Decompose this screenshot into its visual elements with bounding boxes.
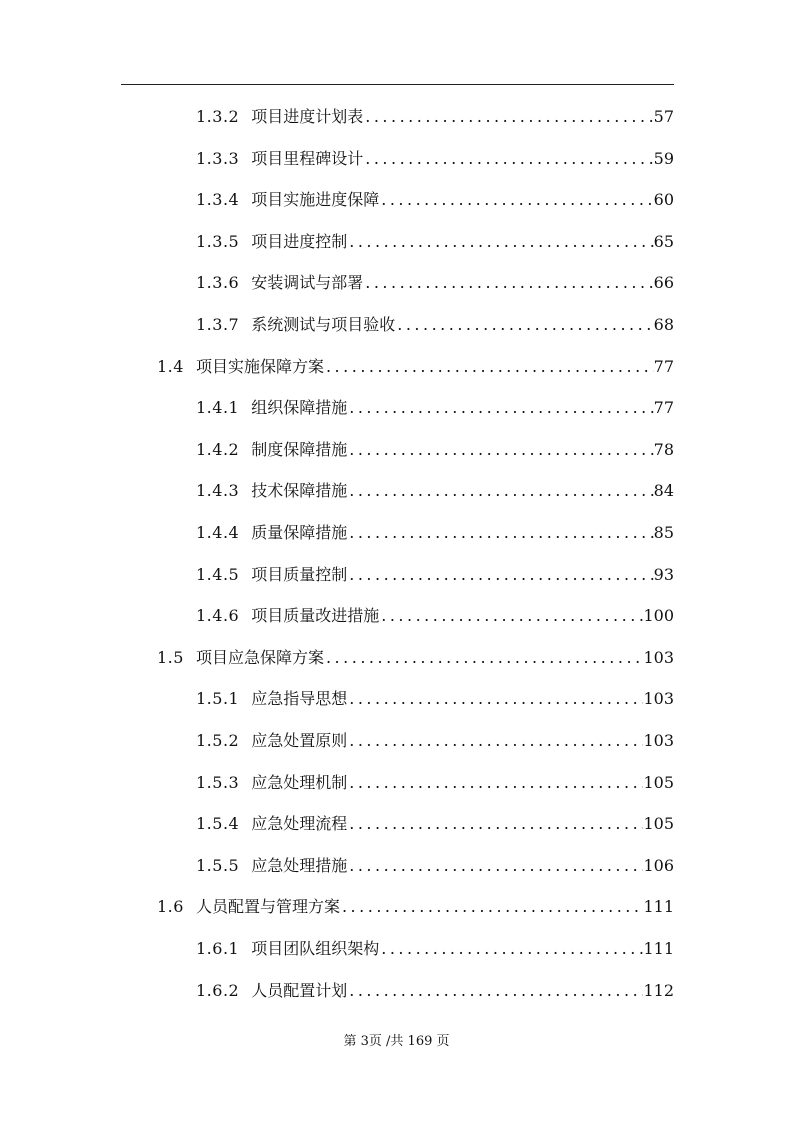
toc-entry-number: 1.4.1	[196, 398, 240, 418]
toc-entry-number: 1.5.1	[196, 689, 240, 709]
toc-entry-title: 组织保障措施	[251, 398, 348, 418]
toc-entry-title: 项目质量改进措施	[251, 606, 380, 626]
toc-entry-page-number: 77	[653, 398, 674, 418]
toc-entry[interactable]	[196, 179, 674, 221]
toc-entry[interactable]	[196, 96, 674, 138]
toc-entry[interactable]	[157, 886, 674, 928]
toc-entry-title: 应急处理措施	[251, 855, 348, 875]
toc-entry-number: 1.5.4	[196, 814, 240, 834]
toc-dot-leader	[347, 512, 653, 554]
toc-dot-leader	[347, 762, 643, 804]
toc-entry-number: 1.3.3	[196, 148, 240, 168]
toc-dot-leader	[324, 346, 654, 388]
toc-entry-title: 项目实施进度保障	[251, 190, 380, 210]
toc-entry[interactable]	[157, 346, 674, 388]
toc-entry-number: 1.4.2	[196, 439, 240, 459]
toc-dot-leader	[347, 429, 653, 471]
toc-entry-number: 1.4.4	[196, 523, 240, 542]
toc-entry-title: 人员配置与管理方案	[195, 897, 340, 917]
toc-entry-title: 制度保障措施	[251, 439, 348, 459]
toc-entry-page-number: 68	[653, 315, 674, 334]
toc-entry-page-number: 78	[653, 439, 674, 459]
toc-entry-page-number: 112	[643, 980, 674, 1000]
toc-entry-title: 安装调试与部署	[251, 273, 364, 293]
toc-entry-page-number: 105	[643, 772, 674, 792]
header-rule	[121, 84, 674, 85]
toc-entry-number: 1.3.6	[196, 273, 240, 293]
toc-entry-title: 技术保障措施	[251, 481, 348, 501]
toc-entry-title: 应急处置原则	[251, 731, 348, 750]
toc-dot-leader	[379, 179, 653, 221]
toc-dot-leader	[347, 678, 643, 720]
toc-entry-title: 项目应急保障方案	[195, 647, 324, 667]
toc-entry[interactable]	[196, 429, 674, 471]
toc-entry-number: 1.4.5	[196, 564, 240, 584]
toc-entry[interactable]	[196, 595, 674, 637]
toc-dot-leader	[347, 470, 653, 512]
toc-entry-number: 1.5.3	[196, 772, 240, 792]
page-footer: 第 3页 /共 169 页	[343, 1034, 450, 1049]
toc-dot-leader	[324, 637, 643, 679]
toc-entry[interactable]	[196, 970, 674, 1012]
toc-dot-leader	[347, 845, 643, 887]
toc-entry[interactable]	[196, 720, 674, 762]
toc-entry-page-number: 77	[653, 356, 674, 376]
toc-entry-number: 1.3.5	[196, 231, 240, 251]
toc-entry[interactable]	[196, 678, 674, 720]
toc-entry[interactable]	[196, 304, 674, 346]
toc-entry-title: 人员配置计划	[251, 980, 348, 1000]
toc-entry-number: 1.4.6	[196, 606, 240, 626]
toc-entry-page-number: 60	[653, 190, 674, 210]
toc-entry-title: 应急指导思想	[251, 689, 348, 709]
toc-entry-title: 项目质量控制	[251, 564, 348, 584]
toc-dot-leader	[347, 803, 643, 845]
toc-entry-title: 项目团队组织架构	[251, 939, 380, 958]
toc-entry-page-number: 111	[643, 897, 674, 917]
toc-entry-page-number: 105	[643, 814, 674, 834]
toc-entry-page-number: 103	[643, 731, 674, 750]
toc-entry-title: 项目进度计划表	[251, 107, 364, 126]
toc-entry-page-number: 106	[643, 855, 674, 875]
toc-dot-leader	[363, 96, 653, 138]
toc-entry-page-number: 103	[643, 647, 674, 667]
toc-dot-leader	[347, 970, 643, 1012]
toc-entry-number: 1.4	[157, 356, 184, 376]
toc-entry[interactable]	[196, 138, 674, 180]
toc-entry-number: 1.5.5	[196, 855, 240, 875]
toc-entry-number: 1.4.3	[196, 481, 240, 501]
toc-entry[interactable]	[196, 845, 674, 887]
toc-entry-title: 应急处理机制	[251, 772, 348, 792]
toc-entry[interactable]	[196, 262, 674, 304]
toc-entry-number: 1.5	[157, 647, 184, 667]
toc-entry-page-number: 100	[643, 606, 674, 626]
toc-dot-leader	[379, 928, 643, 970]
toc-dot-leader	[395, 304, 653, 346]
toc-entry-page-number: 111	[643, 939, 674, 958]
toc-entry-page-number: 66	[653, 273, 674, 293]
toc-dot-leader	[363, 262, 653, 304]
toc-entry[interactable]	[196, 762, 674, 804]
toc-entry[interactable]	[157, 637, 674, 679]
toc-dot-leader	[347, 221, 653, 263]
toc-entry-page-number: 93	[653, 564, 674, 584]
toc-entry-page-number: 103	[643, 689, 674, 709]
toc-entry[interactable]	[196, 554, 674, 596]
toc-entry-title: 项目里程碑设计	[251, 148, 364, 168]
toc-entry-page-number: 57	[653, 107, 674, 126]
toc-entry[interactable]	[196, 512, 674, 554]
toc-entry-page-number: 59	[653, 148, 674, 168]
toc-entry[interactable]	[196, 928, 674, 970]
toc-entry-title: 系统测试与项目验收	[251, 315, 396, 334]
toc-dot-leader	[363, 138, 653, 180]
toc-entry-number: 1.3.7	[196, 315, 240, 334]
toc-entry[interactable]	[196, 387, 674, 429]
toc-dot-leader	[347, 554, 653, 596]
toc-entry-page-number: 84	[653, 481, 674, 501]
toc-entry-title: 质量保障措施	[251, 523, 348, 542]
toc-entry[interactable]	[196, 221, 674, 263]
toc-entry-number: 1.3.4	[196, 190, 240, 210]
toc-dot-leader	[347, 387, 653, 429]
toc-entry-page-number: 65	[653, 231, 674, 251]
toc-dot-leader	[347, 720, 643, 762]
toc-dot-leader	[379, 595, 643, 637]
toc-entry-number: 1.5.2	[196, 731, 240, 750]
toc-entry-number: 1.6	[157, 897, 184, 917]
toc-entry-number: 1.6.1	[196, 939, 240, 958]
toc-entry-title: 项目实施保障方案	[195, 356, 324, 376]
toc-entry-number: 1.6.2	[196, 980, 240, 1000]
toc-dot-leader	[340, 886, 643, 928]
toc-entry-number: 1.3.2	[196, 107, 240, 126]
toc-entry-title: 应急处理流程	[251, 814, 348, 834]
toc-entry[interactable]	[196, 470, 674, 512]
toc-entry[interactable]	[196, 803, 674, 845]
toc-entry-page-number: 85	[653, 523, 674, 542]
toc-entry-title: 项目进度控制	[251, 231, 348, 251]
